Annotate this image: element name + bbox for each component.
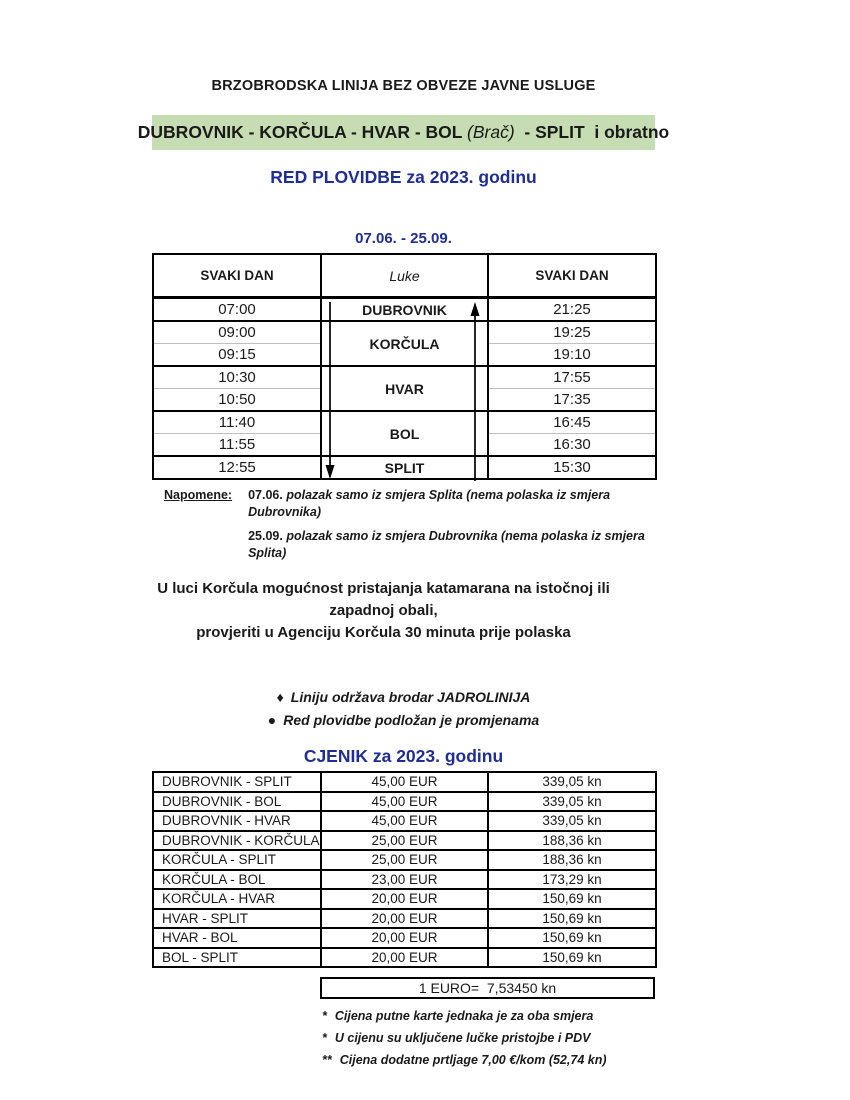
price-route: KORČULA - BOL [153, 870, 321, 890]
port-cell: BOL [321, 411, 488, 456]
info-bullets [152, 686, 655, 732]
price-kn: 150,69 kn [488, 948, 656, 968]
price-route: DUBROVNIK - BOL [153, 792, 321, 812]
time-cell: 07:00 [153, 298, 321, 322]
asterisk-marker: * [322, 1009, 327, 1023]
footnote [322, 1030, 655, 1046]
price-kn: 173,29 kn [488, 870, 656, 890]
operator-text: Liniju održava brodar JADROLINIJA [290, 689, 531, 705]
table-row [153, 850, 656, 870]
note-item [248, 528, 655, 562]
table-row [153, 321, 656, 344]
route-part2: - SPLIT i obratno [514, 122, 670, 142]
korcula-notice-line2: provjeriti u Agenciju Korčula 30 minuta prije polaska [196, 624, 571, 641]
table-row [153, 298, 656, 322]
col-header-down: SVAKI DAN [153, 254, 321, 298]
time-cell: 21:25 [488, 298, 656, 322]
route-part1: DUBROVNIK - KORČULA - HVAR - BOL [137, 122, 468, 142]
table-row [153, 792, 656, 812]
table-row [153, 909, 656, 929]
table-row [153, 928, 656, 948]
time-cell: 11:55 [153, 434, 321, 457]
price-kn: 150,69 kn [488, 909, 656, 929]
footnote [322, 1052, 655, 1068]
time-cell: 16:45 [488, 411, 656, 434]
port-cell: DUBROVNIK [321, 298, 488, 322]
price-eur: 20,00 EUR [321, 948, 488, 968]
price-kn: 188,36 kn [488, 831, 656, 851]
pricelist-table [152, 771, 657, 968]
port-cell: KORČULA [321, 321, 488, 366]
korcula-notice [152, 578, 655, 644]
timetable [152, 253, 655, 480]
price-route: KORČULA - HVAR [153, 889, 321, 909]
asterisk-marker: * [322, 1031, 327, 1045]
col-header-up: SVAKI DAN [488, 254, 656, 298]
time-cell: 11:40 [153, 411, 321, 434]
price-kn: 188,36 kn [488, 850, 656, 870]
time-cell: 10:50 [153, 389, 321, 412]
changes-text: Red plovidbe podložan je promjenama [283, 712, 540, 728]
table-row [153, 831, 656, 851]
col-header-ports: Luke [321, 254, 488, 298]
table-row [153, 889, 656, 909]
note-date: 25.09. [248, 529, 283, 543]
time-cell: 09:00 [153, 321, 321, 344]
footnote-text: Cijena putne karte jednaka je za oba smjera [334, 1009, 594, 1023]
timetable-header-row [153, 254, 656, 298]
double-asterisk-marker: ** [322, 1053, 332, 1067]
price-eur: 45,00 EUR [321, 811, 488, 831]
price-kn: 339,05 kn [488, 772, 656, 792]
time-cell: 15:30 [488, 456, 656, 479]
price-kn: 339,05 kn [488, 811, 656, 831]
price-eur: 45,00 EUR [321, 792, 488, 812]
time-cell: 17:55 [488, 366, 656, 389]
table-row [153, 366, 656, 389]
diamond-bullet-icon: ♦ [276, 689, 284, 705]
changes-line [152, 709, 655, 732]
notes-block [152, 487, 655, 562]
note-text: polazak samo iz smjera Dubrovnika (nema polaska iz smjera Splita) [248, 529, 645, 560]
table-row [153, 411, 656, 434]
price-route: BOL - SPLIT [153, 948, 321, 968]
note-text: polazak samo iz smjera Splita (nema polaska iz smjera Dubrovnika) [248, 488, 611, 519]
price-eur: 20,00 EUR [321, 889, 488, 909]
footnote [322, 1008, 655, 1024]
port-cell: SPLIT [321, 456, 488, 479]
operator-line [152, 686, 655, 709]
schedule-title: RED PLOVIDBE za 2023. godinu [270, 167, 537, 187]
price-eur: 45,00 EUR [321, 772, 488, 792]
table-row [153, 811, 656, 831]
time-cell: 16:30 [488, 434, 656, 457]
price-kn: 339,05 kn [488, 792, 656, 812]
price-route: DUBROVNIK - HVAR [153, 811, 321, 831]
price-route: DUBROVNIK - KORČULA [153, 831, 321, 851]
price-eur: 20,00 EUR [321, 928, 488, 948]
footnote-text: U cijenu su uključene lučke pristojbe i PDV [334, 1031, 591, 1045]
table-row [153, 456, 656, 479]
time-cell: 19:10 [488, 344, 656, 367]
table-row [153, 772, 656, 792]
season-range: 07.06. - 25.09. [355, 230, 452, 247]
pricelist-title: CJENIK za 2023. godinu [303, 746, 504, 766]
table-row [153, 948, 656, 968]
price-route: HVAR - SPLIT [153, 909, 321, 929]
route-banner [137, 115, 670, 150]
price-route: DUBROVNIK - SPLIT [153, 772, 321, 792]
price-eur: 25,00 EUR [321, 850, 488, 870]
price-kn: 150,69 kn [488, 928, 656, 948]
price-eur: 20,00 EUR [321, 909, 488, 929]
price-route: HVAR - BOL [153, 928, 321, 948]
port-cell: HVAR [321, 366, 488, 411]
route-island: (Brač) [467, 122, 515, 142]
time-cell: 09:15 [153, 344, 321, 367]
document-page [137, 0, 670, 1068]
time-cell: 10:30 [153, 366, 321, 389]
time-cell: 17:35 [488, 389, 656, 412]
dot-bullet-icon: ● [267, 712, 277, 728]
table-row [153, 870, 656, 890]
euro-conversion-box: 1 EURO= 7,53450 kn [320, 977, 655, 999]
time-cell: 19:25 [488, 321, 656, 344]
page-title: BRZOBRODSKA LINIJA BEZ OBVEZE JAVNE USLUGE [211, 78, 596, 94]
note-date: 07.06. [248, 488, 283, 502]
price-kn: 150,69 kn [488, 889, 656, 909]
footnote-text: Cijena dodatne prtljage 7,00 €/kom (52,74 kn) [339, 1053, 607, 1067]
price-eur: 23,00 EUR [321, 870, 488, 890]
price-route: KORČULA - SPLIT [153, 850, 321, 870]
note-item [248, 487, 655, 521]
footnotes [322, 1008, 655, 1068]
korcula-notice-line1: U luci Korčula mogućnost pristajanja katamarana na istočnoj ili zapadnoj obali, [157, 580, 610, 619]
notes-label: Napomene: [164, 488, 233, 502]
timetable-table [152, 253, 657, 480]
price-eur: 25,00 EUR [321, 831, 488, 851]
time-cell: 12:55 [153, 456, 321, 479]
